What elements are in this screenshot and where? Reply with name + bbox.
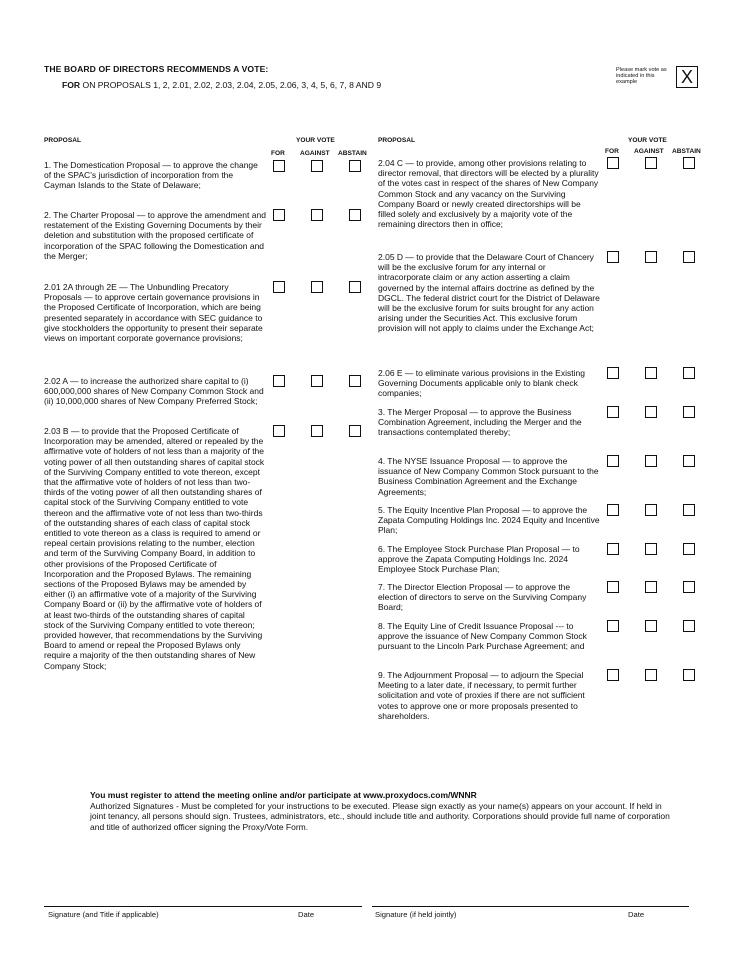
proposal-5-abstain-checkbox[interactable] <box>683 504 695 516</box>
signature-line-1[interactable] <box>44 906 362 907</box>
recommendation-proposals: ON PROPOSALS 1, 2, 2.01, 2.02, 2.03, 2.04, 2.05, 2.06, 3, 4, 5, 6, 7, 8 AND 9 <box>82 80 382 90</box>
proposal-9-against-checkbox[interactable] <box>645 669 657 681</box>
proposal-5-against-checkbox[interactable] <box>645 504 657 516</box>
proposal-9-for-checkbox[interactable] <box>607 669 619 681</box>
left-abstain-header: ABSTAIN <box>338 150 367 157</box>
proposal-2-text: 2. The Charter Proposal — to approve the amendment and restatement of the Existing Governing Documents by their deletion and substitution with the proposed certificate of incorporation of the SPAC following the Domestication and the Merger; <box>44 210 266 261</box>
proposal-8-against-checkbox[interactable] <box>645 620 657 632</box>
right-abstain-header: ABSTAIN <box>672 148 701 155</box>
proposal-6-text: 6. The Employee Stock Purchase Plan Proposal — to approve the Zapata Computing Holdings Inc. 2024 Employee Stock Purchase Plan; <box>378 544 580 575</box>
proposal-7-against-checkbox[interactable] <box>645 581 657 593</box>
mark-vote-note: Please mark vote as indicated in this example <box>616 67 667 85</box>
proposal-8-for-checkbox[interactable] <box>607 620 619 632</box>
proposal-3-for-checkbox[interactable] <box>607 406 619 418</box>
signature-instructions: Authorized Signatures - Must be completed for your instructions to be executed. Please sign exactly as your name(s) appears on your account. If held in joint tenancy, all persons should sign. Trustees, administrators, etc., should include title and authority. Corporations should provide full name of corporation and title of authorized officer signing the Proxy/Vote Form. <box>90 801 670 832</box>
left-for-header: FOR <box>271 150 285 157</box>
proposal-2-04-for-checkbox[interactable] <box>607 157 619 169</box>
board-recommendation-title: THE BOARD OF DIRECTORS RECOMMENDS A VOTE: <box>44 64 269 74</box>
proposal-2-01-for-checkbox[interactable] <box>273 281 285 293</box>
right-your-vote-header: YOUR VOTE <box>628 137 667 144</box>
proposal-2-06-for-checkbox[interactable] <box>607 367 619 379</box>
proposal-7-text: 7. The Director Election Proposal — to approve the election of directors to serve on the Surviving Company Board; <box>378 582 587 613</box>
signature-label-2: Signature (if held jointly) <box>375 910 457 919</box>
proposal-2-04-against-checkbox[interactable] <box>645 157 657 169</box>
proposal-8-text: 8. The Equity Line of Credit Issuance Proposal --- to approve the issuance of New Company Common Stock pursuant to the Lincoln Park Purchase Agreement; and <box>378 621 587 652</box>
proposal-5-for-checkbox[interactable] <box>607 504 619 516</box>
proposal-2-04-abstain-checkbox[interactable] <box>683 157 695 169</box>
proposal-2-01-abstain-checkbox[interactable] <box>349 281 361 293</box>
proposal-8-abstain-checkbox[interactable] <box>683 620 695 632</box>
proposal-2-01-against-checkbox[interactable] <box>311 281 323 293</box>
date-label-2: Date <box>628 910 645 919</box>
proposal-4-abstain-checkbox[interactable] <box>683 455 695 467</box>
proposal-3-against-checkbox[interactable] <box>645 406 657 418</box>
proposal-9-text: 9. The Adjournment Proposal — to adjourn the Special Meeting to a later date, if necessary, to permit further solicitation and vote of proxies if there are not sufficient votes to approve one or more proposals presented to shareholders. <box>378 670 585 721</box>
example-mark-box: X <box>676 66 698 88</box>
signature-label-1: Signature (and Title if applicable) <box>48 910 159 919</box>
recommendation-for: FOR <box>62 80 81 90</box>
left-your-vote-header: YOUR VOTE <box>296 137 335 144</box>
proposal-6-for-checkbox[interactable] <box>607 543 619 555</box>
proposal-2-against-checkbox[interactable] <box>311 209 323 221</box>
right-proposal-header: PROPOSAL <box>378 137 416 144</box>
proposal-2-02-for-checkbox[interactable] <box>273 375 285 387</box>
proposal-2-06-abstain-checkbox[interactable] <box>683 367 695 379</box>
proposal-2-05-for-checkbox[interactable] <box>607 251 619 263</box>
proposal-7-abstain-checkbox[interactable] <box>683 581 695 593</box>
date-label-1: Date <box>298 910 315 919</box>
proposal-2-06-text: 2.06 E — to eliminate various provisions in the Existing Governing Documents applicable only to blank check companies; <box>378 368 585 399</box>
proposal-6-against-checkbox[interactable] <box>645 543 657 555</box>
proposal-1-abstain-checkbox[interactable] <box>349 160 361 172</box>
proposal-2-03-against-checkbox[interactable] <box>311 425 323 437</box>
left-against-header: AGAINST <box>300 150 330 157</box>
proposal-2-06-against-checkbox[interactable] <box>645 367 657 379</box>
proposal-6-abstain-checkbox[interactable] <box>683 543 695 555</box>
proposal-5-text: 5. The Equity Incentive Plan Proposal — to approve the Zapata Computing Holdings Inc. 2024 Equity and Incentive Plan; <box>378 505 600 536</box>
signature-line-2[interactable] <box>372 906 689 907</box>
proposal-2-03-abstain-checkbox[interactable] <box>349 425 361 437</box>
proposal-2-05-abstain-checkbox[interactable] <box>683 251 695 263</box>
proposal-7-for-checkbox[interactable] <box>607 581 619 593</box>
proposal-2-05-against-checkbox[interactable] <box>645 251 657 263</box>
proposal-2-03-for-checkbox[interactable] <box>273 425 285 437</box>
right-for-header: FOR <box>605 148 619 155</box>
registration-notice: You must register to attend the meeting online and/or participate at www.proxydocs.com/WNNR <box>90 790 477 800</box>
proposal-4-for-checkbox[interactable] <box>607 455 619 467</box>
left-proposal-header: PROPOSAL <box>44 137 82 144</box>
proposal-3-abstain-checkbox[interactable] <box>683 406 695 418</box>
proposal-4-text: 4. The NYSE Issuance Proposal — to approve the issuance of New Company Common Stock pursuant to the Business Combination Agreement and the Exchange Agreements; <box>378 456 599 497</box>
proposal-2-04-text: 2.04 C — to provide, among other provisions relating to director removal, that directors will be elected by a plurality of the votes cast in respect of the shares of New Company Common Stock and any vacancy on the Surviving Company Board or newly created directorships will be filled solely and exclusively by a majority vote of the remaining directors then in office; <box>378 158 599 230</box>
proposal-2-02-abstain-checkbox[interactable] <box>349 375 361 387</box>
proposal-2-abstain-checkbox[interactable] <box>349 209 361 221</box>
proposal-9-abstain-checkbox[interactable] <box>683 669 695 681</box>
proposal-3-text: 3. The Merger Proposal — to approve the Business Combination Agreement, including the Merger and the transactions contemplated thereby; <box>378 407 582 438</box>
proposal-4-against-checkbox[interactable] <box>645 455 657 467</box>
proposal-2-05-text: 2.05 D — to provide that the Delaware Court of Chancery will be the exclusive forum for any internal or intracorporate claim or any action asserting a claim governed by the internal affairs doctrine as defined by the DGCL. The federal district court for the District of Delaware will be the exclusive forum for suits brought for any action arising under the Securities Act. This exclusive forum provision will not apply to claims under the Exchange Act; <box>378 252 600 334</box>
proposal-2-01-text: 2.01 2A through 2E — The Unbundling Precatory Proposals — to approve certain governance provisions in the Proposed Certificate of Incorporation, which are being presented separately in accordance with SEC guidance to give stockholders the opportunity to present their separate views on important corporate governance provisions; <box>44 282 263 344</box>
proposal-1-text: 1. The Domestication Proposal — to approve the change of the SPAC’s jurisdiction of incorporation from the Cayman Islands to the State of Delaware; <box>44 160 258 191</box>
proposal-1-against-checkbox[interactable] <box>311 160 323 172</box>
right-against-header: AGAINST <box>634 148 664 155</box>
proposal-2-03-text: 2.03 B — to provide that the Proposed Certificate of Incorporation may be amended, altered or repealed by the affirmative vote of holders of not less than a majority of the voting power of all then outstanding shares of capital stock of the Surviving Company entitled to vote thereon, except that the affirmative vote of holders of not less than two-thirds of the voting power of all then outstanding shares of capital stock of the Surviving Company entitled to vote thereon and the affirmative vote of not less than two-thirds of the outstanding shares of each class of capital stock entitled to vote thereon as a class is required to amend or repeal certain provisions relating to the number, election and term of the Surviving Company Board, in addition to other provisions of the Proposed Certificate of Incorporation and the Proposed Bylaws. The remaining sections of the Proposed Bylaws may be amended by either (i) an affirmative vote of a majority of the Surviving Company Board or (ii) by the affirmative vote of holders of at least two-thirds of the outstanding shares of capital stock of the Surviving Company entitled to vote thereon; provided however, that recommendations by the Surviving Board to amend or repeal the Proposed Bylaws only require a majority of the then outstanding shares of New Company Stock; <box>44 426 265 671</box>
proposal-1-for-checkbox[interactable] <box>273 160 285 172</box>
proposal-2-for-checkbox[interactable] <box>273 209 285 221</box>
proposal-2-02-text: 2.02 A — to increase the authorized share capital to (i) 600,000,000 shares of New Company Common Stock and (ii) 10,000,000 shares of New Company Preferred Stock; <box>44 376 264 407</box>
recommendation-subtitle <box>62 80 381 90</box>
proposal-2-02-against-checkbox[interactable] <box>311 375 323 387</box>
